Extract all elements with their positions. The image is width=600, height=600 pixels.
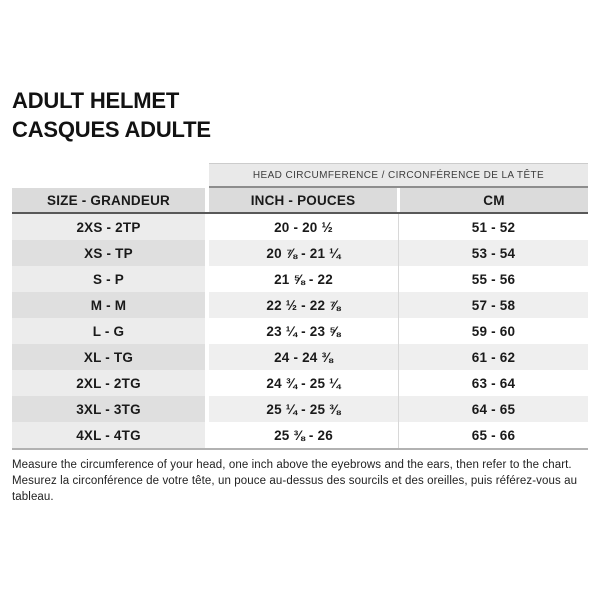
span-header-head-circumference: HEAD CIRCUMFERENCE / CIRCONFÉRENCE DE LA TÊTE (209, 163, 588, 188)
inch-cell: 25 ¼ - 25 ⅜ (209, 396, 399, 422)
table-row (12, 344, 588, 370)
cm-cell: 64 - 65 (399, 396, 588, 422)
table-row (12, 396, 588, 422)
table-row (12, 266, 588, 292)
cm-cell: 63 - 64 (399, 370, 588, 396)
table-header-row (12, 188, 588, 214)
size-cell: M - M (12, 292, 205, 318)
span-header-row (12, 163, 588, 188)
cm-cell: 51 - 52 (399, 214, 588, 240)
cm-cell: 57 - 58 (399, 292, 588, 318)
column-header-inch: INCH - POUCES (209, 188, 400, 212)
cm-cell: 61 - 62 (399, 344, 588, 370)
page-title (12, 86, 211, 144)
instruction-line-french: Mesurez la circonférence de votre tête, un pouce au-dessus des sourcils et des oreilles, puis référez-vous au tableau. (12, 475, 578, 503)
table-row (12, 240, 588, 266)
table-row (12, 292, 588, 318)
inch-cell: 20 - 20 ½ (209, 214, 399, 240)
inch-cell: 23 ¼ - 23 ⅝ (209, 318, 399, 344)
title-line-french: CASQUES ADULTE (12, 117, 211, 142)
table-row (12, 370, 588, 396)
size-cell: XS - TP (12, 240, 205, 266)
cm-cell: 53 - 54 (399, 240, 588, 266)
inch-cell: 25 ⅜ - 26 (209, 422, 399, 448)
measurement-instructions (12, 457, 600, 505)
inch-cell: 21 ⅝ - 22 (209, 266, 399, 292)
size-cell: 2XS - 2TP (12, 214, 205, 240)
table-row (12, 318, 588, 344)
cm-cell: 59 - 60 (399, 318, 588, 344)
inch-cell: 24 - 24 ⅜ (209, 344, 399, 370)
inch-cell: 22 ½ - 22 ⅞ (209, 292, 399, 318)
size-cell: XL - TG (12, 344, 205, 370)
inch-cell: 24 ¾ - 25 ¼ (209, 370, 399, 396)
size-cell: L - G (12, 318, 205, 344)
cm-cell: 55 - 56 (399, 266, 588, 292)
size-cell: S - P (12, 266, 205, 292)
column-header-size: SIZE - GRANDEUR (12, 188, 205, 212)
span-header-spacer (12, 163, 209, 188)
size-cell: 3XL - 3TG (12, 396, 205, 422)
cm-cell: 65 - 66 (399, 422, 588, 448)
title-line-english: ADULT HELMET (12, 88, 180, 113)
column-header-cm: CM (400, 188, 588, 212)
table-row (12, 214, 588, 240)
size-cell: 2XL - 2TG (12, 370, 205, 396)
size-table (12, 163, 588, 450)
instruction-line-english: Measure the circumference of your head, one inch above the eyebrows and the ears, then refer to the chart. (12, 459, 572, 471)
size-cell: 4XL - 4TG (12, 422, 205, 448)
inch-cell: 20 ⅞ - 21 ¼ (209, 240, 399, 266)
table-row (12, 422, 588, 448)
